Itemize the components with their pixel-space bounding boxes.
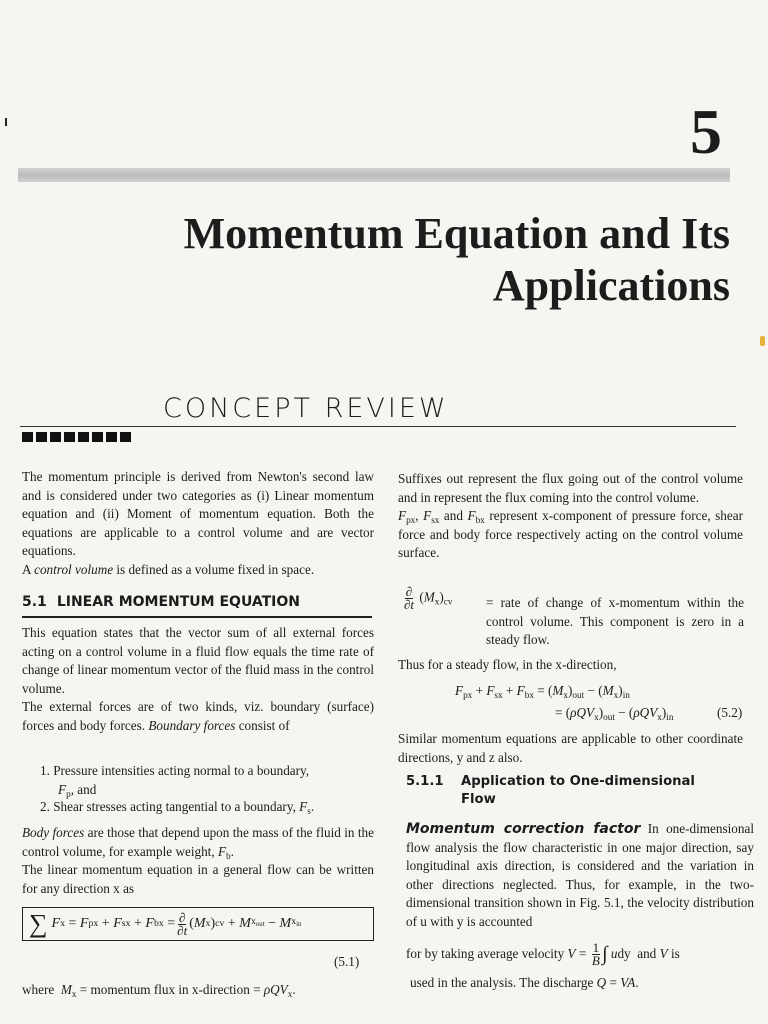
intro-paragraph-1: The momentum principle is derived from Newton's second law and is considered under two categories as (i) Linear momentum equation and (ii) Moment of momentum equation. Both the equations are applicable to a control volume and are vector equations. [22, 469, 374, 559]
subsection-number: 5.1.1 [406, 774, 444, 789]
chapter-title-line2: Applications [492, 261, 730, 310]
section-paragraph-2: The external forces are of two kinds, viz. boundary (surface) forces and body forces. Boundary forces consist of [22, 699, 374, 733]
concept-review-heading: CONCEPT REVIEW [163, 393, 449, 424]
discharge-line: used in the analysis. The discharge Q = VA. [410, 975, 639, 990]
equation-5-2-line1: $F_{px} + F_{sx} + F_{bx} = (M_x)_{out} - (M_x)_{in}$ [455, 683, 630, 700]
equation-number: (5.1) [334, 954, 360, 969]
body-forces-text: Body forces are those that depend upon the mass of the fluid in the control volume, for example weight, $F_b$. The linear momentum equation in a general flow can be written for any direction x as [22, 824, 374, 898]
section-paragraph-1: This equation states that the vector sum of all external forces acting on a control volume in a fluid flow equals the time rate of change of linear momentum vector of the fluid mass in the control volume. [22, 625, 374, 696]
momentum-correction-heading: Momentum correction factor [406, 821, 641, 837]
equation-number: (5.2) [717, 705, 743, 720]
list-item: 1. Pressure intensities acting normal to a boundary, $F_p$, and [40, 763, 310, 799]
section-rule [22, 616, 372, 618]
linear-eq-intro: The linear momentum equation in a general flow can be written for any direction x as [22, 862, 374, 896]
concept-review-rule [20, 426, 736, 427]
average-velocity-line: for by taking average velocity V = $\frac{1}{B}$ ∫ u dy and V is [406, 940, 680, 968]
section-heading: 5.1 LINEAR MOMENTUM EQUATION [22, 594, 301, 610]
chapter-title-line1: Momentum Equation and Its [183, 209, 730, 258]
force-components-paragraph: $F_{px}$, $F_{sx}$ and $F_{bx}$ represent x-component of pressure force, shear force and body force respectively acting on the control volume surface. [398, 508, 743, 561]
chapter-rule [18, 168, 730, 182]
where-line: where $M_x$ = momentum flux in x-direction = ρQV$_x$. [22, 982, 296, 999]
page-edge-tab [760, 336, 765, 346]
chapter-number: 5 [690, 96, 722, 167]
suffix-paragraph: Suffixes out represent the flux going out of the control volume and in represent the flux coming into the control volume. [398, 471, 743, 505]
decorative-squares [22, 432, 131, 442]
subsection-title: Application to One-dimensional Flow [461, 774, 695, 807]
chapter-title [30, 208, 730, 312]
momentum-correction-paragraph: Momentum correction factor In one-dimensional flow analysis the flow characteristic in one major direction, say longitudinal axis direction, is considered and the variation in other directions neglected. Thus, for example, in the two-dimensional transition shown in Fig. 5.1, the velocity distribution of u with y is accounted [406, 821, 754, 929]
rate-definition: = rate of change of x-momentum within the control volume. This component is zero in a steady flow. [486, 595, 744, 648]
intro-paragraph-2: A control volume is defined as a volume fixed in space. [22, 561, 315, 577]
equation-5-1: ∑ F x = F px + F sx + F bx = $\frac{\partial}{\partial t}$ ( M x ) cv + M $x_{out}$ − M $x_{in}$ [22, 907, 374, 941]
margin-mark [5, 118, 7, 126]
steady-flow-intro: Thus for a steady flow, in the x-direction, [398, 657, 617, 672]
partial-fraction: $\frac{\partial}{\partial t}$ $(M_x)_{cv}$ [404, 584, 453, 612]
section-body [22, 624, 374, 736]
equation-5-2-line2: = $(\rho QV_x)_{out} - (\rho QV_x)_{in}$ [555, 705, 674, 722]
left-intro [22, 468, 374, 580]
similar-equations: Similar momentum equations are applicable to other coordinate directions, y and z also. [398, 731, 743, 765]
right-intro [398, 470, 743, 563]
list-item: 2. Shear stresses acting tangential to a boundary, $F_s$. [40, 799, 315, 816]
